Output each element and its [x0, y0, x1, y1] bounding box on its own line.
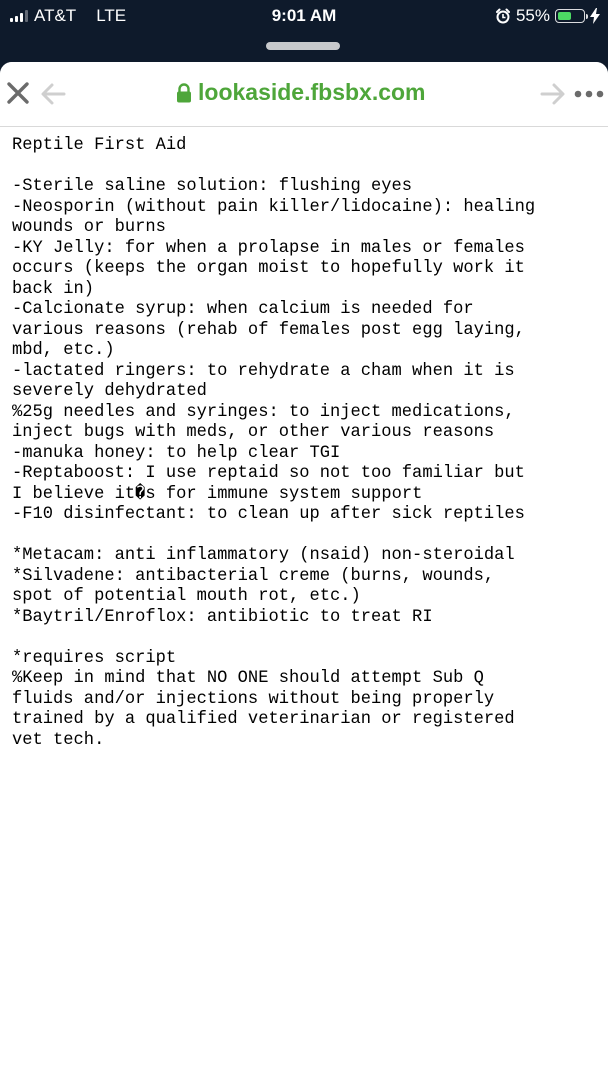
document-line: trained by a qualified veterinarian or registered [12, 710, 515, 729]
status-right [495, 6, 600, 26]
battery-percent: 55% [515, 6, 550, 25]
document-line [12, 628, 602, 649]
document-line: -Reptaboost: I use reptaid so not too familiar but [12, 464, 525, 483]
more-dots-icon [574, 84, 606, 104]
document-line: -Neosporin (without pain killer/lidocaine): healing [12, 197, 536, 217]
browser-sheet [0, 62, 608, 1080]
document-line [12, 157, 602, 178]
document-line: various reasons (rehab of females post egg laying, [12, 320, 525, 340]
document-line: *Metacam: anti inflammatory (nsaid) non-steroidal [12, 546, 515, 565]
document-line: %25g needles and syringes: to inject medications, [12, 402, 515, 422]
browser-toolbar [0, 62, 608, 127]
back-arrow-icon [40, 82, 66, 106]
network-type: LTE [96, 6, 127, 25]
back-button[interactable] [40, 82, 66, 106]
status-bar [0, 0, 608, 32]
document-line: -KY Jelly: for when a prolapse in males or females [12, 238, 525, 258]
document-line: -lactated ringers: to rehydrate a cham when it is [12, 361, 515, 381]
battery-level-fill [558, 12, 571, 20]
document-line: fluids and/or injections without being properly [12, 689, 495, 709]
lock-icon [176, 83, 192, 103]
battery-icon [555, 9, 585, 23]
charging-bolt-icon [590, 8, 600, 24]
document-line: -manuka honey: to help clear TGI [12, 443, 341, 463]
more-options-button[interactable] [574, 84, 606, 104]
close-button[interactable] [6, 81, 30, 105]
document-line: mbd, etc.) [12, 341, 115, 360]
document-line: inject bugs with meds, or other various reasons [12, 423, 495, 442]
clock: 9:01 AM [271, 6, 337, 25]
document-text [12, 136, 602, 751]
alarm-icon [495, 8, 511, 24]
close-icon [6, 81, 30, 105]
document-line: *Silvadene: antibacterial creme (burns, wounds, [12, 566, 495, 586]
document-line [12, 526, 602, 547]
address-bar[interactable] [176, 79, 426, 106]
carrier-name: AT&T [34, 6, 77, 25]
document-line: *Baytril/Enroflox: antibiotic to treat RI [12, 607, 433, 627]
document-line: back in) [12, 279, 95, 299]
document-line: -Calcionate syrup: when calcium is needed for [12, 300, 474, 319]
document-line: severely dehydrated [12, 382, 207, 401]
document-line: -F10 disinfectant: to clean up after sick reptiles [12, 505, 525, 524]
document-line: -Sterile saline solution: flushing eyes [12, 177, 413, 196]
url-text: lookaside.fbsbx.com [198, 79, 426, 105]
document-line: %Keep in mind that NO ONE should attempt Sub Q [12, 669, 484, 688]
document-line: I believe it�s for immune system support [12, 484, 423, 504]
document-line: occurs (keeps the organ moist to hopefully work it [12, 259, 525, 278]
document-line: wounds or burns [12, 218, 166, 237]
sheet-grabber-handle[interactable] [266, 42, 340, 50]
document-line: vet tech. [12, 730, 105, 750]
document-line: *requires script [12, 648, 177, 668]
document-line: spot of potential mouth rot, etc.) [12, 587, 361, 606]
forward-arrow-icon [540, 82, 566, 106]
document-line: Reptile First Aid [12, 136, 187, 155]
forward-button[interactable] [540, 82, 566, 106]
